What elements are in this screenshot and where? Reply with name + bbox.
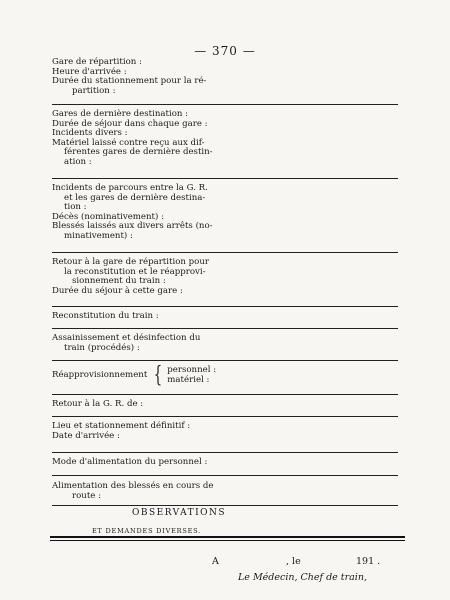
field-label: Date d'arrivée : bbox=[52, 430, 120, 441]
field-label: Retour à la G. R. de : bbox=[52, 399, 144, 409]
divider bbox=[52, 452, 398, 453]
divider bbox=[52, 178, 398, 179]
signature-year: 191 . bbox=[356, 556, 381, 567]
field-label: tion : bbox=[64, 202, 87, 213]
section-assainissement bbox=[52, 334, 398, 356]
field-label: sionnement du train : bbox=[72, 276, 166, 287]
reappro-personnel-label: personnel : bbox=[167, 365, 217, 376]
field-label: Incidents divers : bbox=[52, 128, 128, 139]
field-label: Reconstitution du train : bbox=[52, 311, 159, 321]
field-label: Assainissement et désinfection du bbox=[52, 333, 201, 343]
field-label: Mode d'alimentation du personnel : bbox=[52, 457, 208, 467]
field-label: ation : bbox=[64, 156, 92, 167]
divider bbox=[52, 360, 398, 361]
section-retour-repartition bbox=[52, 258, 398, 302]
field-label: férentes gares de dernière destin- bbox=[64, 147, 213, 158]
observations-title: OBSERVATIONS bbox=[132, 508, 227, 518]
divider bbox=[52, 252, 398, 253]
report-form bbox=[52, 58, 398, 538]
section-reconstitution bbox=[52, 312, 398, 324]
bottom-rule-thin bbox=[50, 540, 405, 541]
field-label: et les gares de dernière destina- bbox=[64, 192, 206, 203]
field-label: Blessés laissés aux divers arrêts (no- bbox=[52, 221, 213, 232]
field-label: route : bbox=[72, 490, 101, 501]
section-derniere-destination bbox=[52, 110, 398, 176]
section-retour-gr bbox=[52, 400, 398, 412]
section-incidents-parcours bbox=[52, 184, 398, 248]
observations-subtitle: ET DEMANDES DIVERSES. bbox=[92, 527, 202, 535]
divider bbox=[52, 475, 398, 476]
brace-icon: { bbox=[154, 363, 163, 388]
signature-place-prefix: A bbox=[212, 556, 219, 567]
bottom-rule bbox=[50, 536, 405, 538]
observations-block bbox=[52, 508, 398, 538]
field-label: Durée de séjour dans chaque gare : bbox=[52, 118, 208, 129]
section-reapprovisionnement bbox=[52, 363, 398, 390]
field-label: Alimentation des blessés en cours de bbox=[52, 481, 214, 491]
page-number: — 370 — bbox=[194, 44, 256, 58]
field-label: Durée du séjour à cette gare : bbox=[52, 285, 183, 296]
divider bbox=[52, 306, 398, 307]
field-label: partition : bbox=[72, 85, 116, 96]
field-label: Gare de répartition : bbox=[52, 57, 142, 67]
field-label: Décès (nominativement) : bbox=[52, 211, 164, 222]
field-label: train (procédés) : bbox=[64, 342, 140, 353]
field-label: Gares de dernière destination : bbox=[52, 109, 189, 119]
section-stationnement-definitif bbox=[52, 422, 398, 448]
section-repartition bbox=[52, 58, 398, 102]
field-label: Matériel laissé contre reçu aux dif- bbox=[52, 137, 205, 148]
reappro-materiel-label: matériel : bbox=[167, 375, 210, 385]
section-alimentation-blesses bbox=[52, 482, 398, 504]
field-label: Durée du stationnement pour la ré- bbox=[52, 76, 207, 87]
signature-date-mid: , le bbox=[286, 556, 301, 567]
divider bbox=[52, 104, 398, 105]
divider bbox=[52, 328, 398, 329]
divider bbox=[52, 416, 398, 417]
field-label: la reconstitution et le réapprovi- bbox=[64, 266, 206, 277]
reappro-label: Réapprovisionnement bbox=[52, 370, 148, 381]
signature-role: Le Médecin, Chef de train, bbox=[238, 572, 367, 583]
divider bbox=[52, 394, 398, 395]
field-label: Incidents de parcours entre la G. R. bbox=[52, 183, 208, 193]
field-label: Lieu et stationnement définitif : bbox=[52, 421, 191, 431]
field-label: minativement) : bbox=[64, 230, 133, 241]
section-alimentation-personnel bbox=[52, 458, 398, 470]
field-label: Heure d'arrivée : bbox=[52, 66, 127, 77]
divider bbox=[52, 505, 398, 506]
field-label: Retour à la gare de répartition pour bbox=[52, 257, 209, 267]
